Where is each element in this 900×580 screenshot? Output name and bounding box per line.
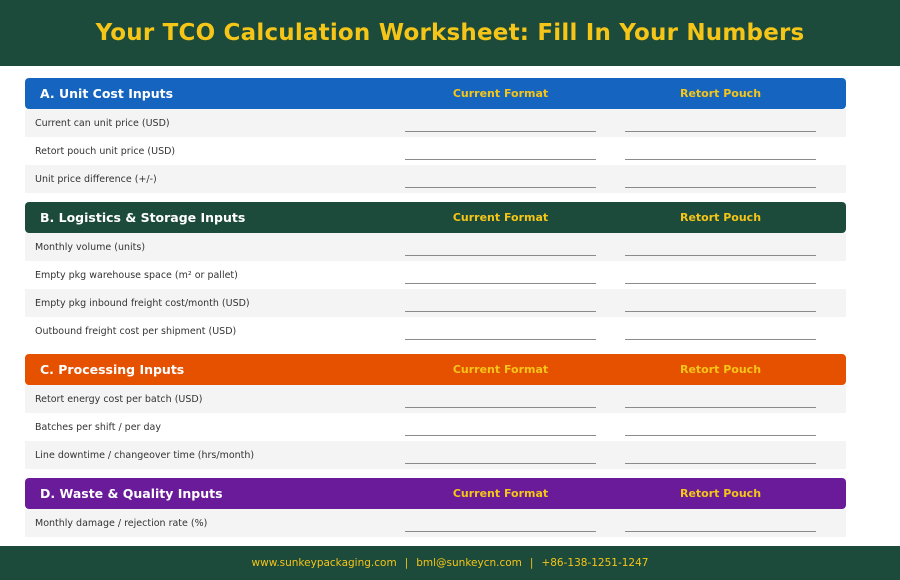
section-title: D. Waste & Quality Inputs bbox=[40, 486, 223, 501]
row-label: Empty pkg inbound freight cost/month (USD) bbox=[35, 297, 250, 309]
row-label: Batches per shift / per day bbox=[35, 421, 161, 433]
retort-pouch-field[interactable] bbox=[625, 187, 816, 188]
row-label: Monthly volume (units) bbox=[35, 241, 146, 253]
retort-pouch-field[interactable] bbox=[625, 255, 816, 256]
row-label: Monthly damage / rejection rate (%) bbox=[35, 517, 208, 529]
section-waste-quality bbox=[25, 478, 846, 537]
section-header bbox=[25, 202, 846, 233]
row-label: Unit price difference (+/-) bbox=[35, 173, 157, 185]
current-format-field[interactable] bbox=[405, 435, 596, 436]
column-header-retort: Retort Pouch bbox=[679, 487, 762, 500]
retort-pouch-field[interactable] bbox=[625, 531, 816, 532]
current-format-field[interactable] bbox=[405, 131, 596, 132]
contact-footer bbox=[0, 546, 900, 580]
section-header bbox=[25, 354, 846, 385]
retort-pouch-field[interactable] bbox=[625, 311, 816, 312]
column-header-retort: Retort Pouch bbox=[679, 363, 762, 376]
current-format-field[interactable] bbox=[405, 531, 596, 532]
column-header-retort: Retort Pouch bbox=[679, 87, 762, 100]
section-processing bbox=[25, 354, 846, 469]
input-row bbox=[25, 261, 846, 289]
current-format-field[interactable] bbox=[405, 159, 596, 160]
section-header bbox=[25, 478, 846, 509]
title-banner bbox=[0, 0, 900, 66]
phone-number[interactable]: +86-138-1251-1247 bbox=[541, 557, 649, 569]
current-format-field[interactable] bbox=[405, 255, 596, 256]
row-label: Retort energy cost per batch (USD) bbox=[35, 393, 203, 405]
retort-pouch-field[interactable] bbox=[625, 131, 816, 132]
retort-pouch-field[interactable] bbox=[625, 463, 816, 464]
section-title: A. Unit Cost Inputs bbox=[40, 86, 174, 101]
input-row bbox=[25, 233, 846, 261]
current-format-field[interactable] bbox=[405, 311, 596, 312]
website-link[interactable]: www.sunkeypackaging.com bbox=[251, 557, 397, 569]
retort-pouch-field[interactable] bbox=[625, 283, 816, 284]
section-title: B. Logistics & Storage Inputs bbox=[40, 210, 246, 225]
column-header-current: Current Format bbox=[452, 87, 549, 100]
input-row bbox=[25, 413, 846, 441]
row-label: Outbound freight cost per shipment (USD) bbox=[35, 325, 237, 337]
column-header-retort: Retort Pouch bbox=[679, 211, 762, 224]
section-title: C. Processing Inputs bbox=[40, 362, 185, 377]
input-row bbox=[25, 385, 846, 413]
separator: | bbox=[529, 557, 534, 569]
current-format-field[interactable] bbox=[405, 463, 596, 464]
input-row bbox=[25, 109, 846, 137]
input-row bbox=[25, 509, 846, 537]
column-header-current: Current Format bbox=[452, 363, 549, 376]
input-row bbox=[25, 137, 846, 165]
email-link[interactable]: bml@sunkeycn.com bbox=[416, 557, 522, 569]
section-header bbox=[25, 78, 846, 109]
retort-pouch-field[interactable] bbox=[625, 407, 816, 408]
row-label: Retort pouch unit price (USD) bbox=[35, 145, 176, 157]
retort-pouch-field[interactable] bbox=[625, 435, 816, 436]
input-row bbox=[25, 317, 846, 345]
row-label: Empty pkg warehouse space (m² or pallet) bbox=[35, 269, 238, 281]
retort-pouch-field[interactable] bbox=[625, 159, 816, 160]
current-format-field[interactable] bbox=[405, 407, 596, 408]
page-title: Your TCO Calculation Worksheet: Fill In Your Numbers bbox=[95, 20, 805, 46]
current-format-field[interactable] bbox=[405, 339, 596, 340]
current-format-field[interactable] bbox=[405, 187, 596, 188]
separator: | bbox=[404, 557, 409, 569]
input-row bbox=[25, 165, 846, 193]
retort-pouch-field[interactable] bbox=[625, 339, 816, 340]
row-label: Current can unit price (USD) bbox=[35, 117, 170, 129]
input-row bbox=[25, 441, 846, 469]
section-logistics-storage bbox=[25, 202, 846, 345]
row-label: Line downtime / changeover time (hrs/month) bbox=[35, 449, 255, 461]
column-header-current: Current Format bbox=[452, 487, 549, 500]
current-format-field[interactable] bbox=[405, 283, 596, 284]
section-unit-cost bbox=[25, 78, 846, 193]
column-header-current: Current Format bbox=[452, 211, 549, 224]
input-row bbox=[25, 289, 846, 317]
